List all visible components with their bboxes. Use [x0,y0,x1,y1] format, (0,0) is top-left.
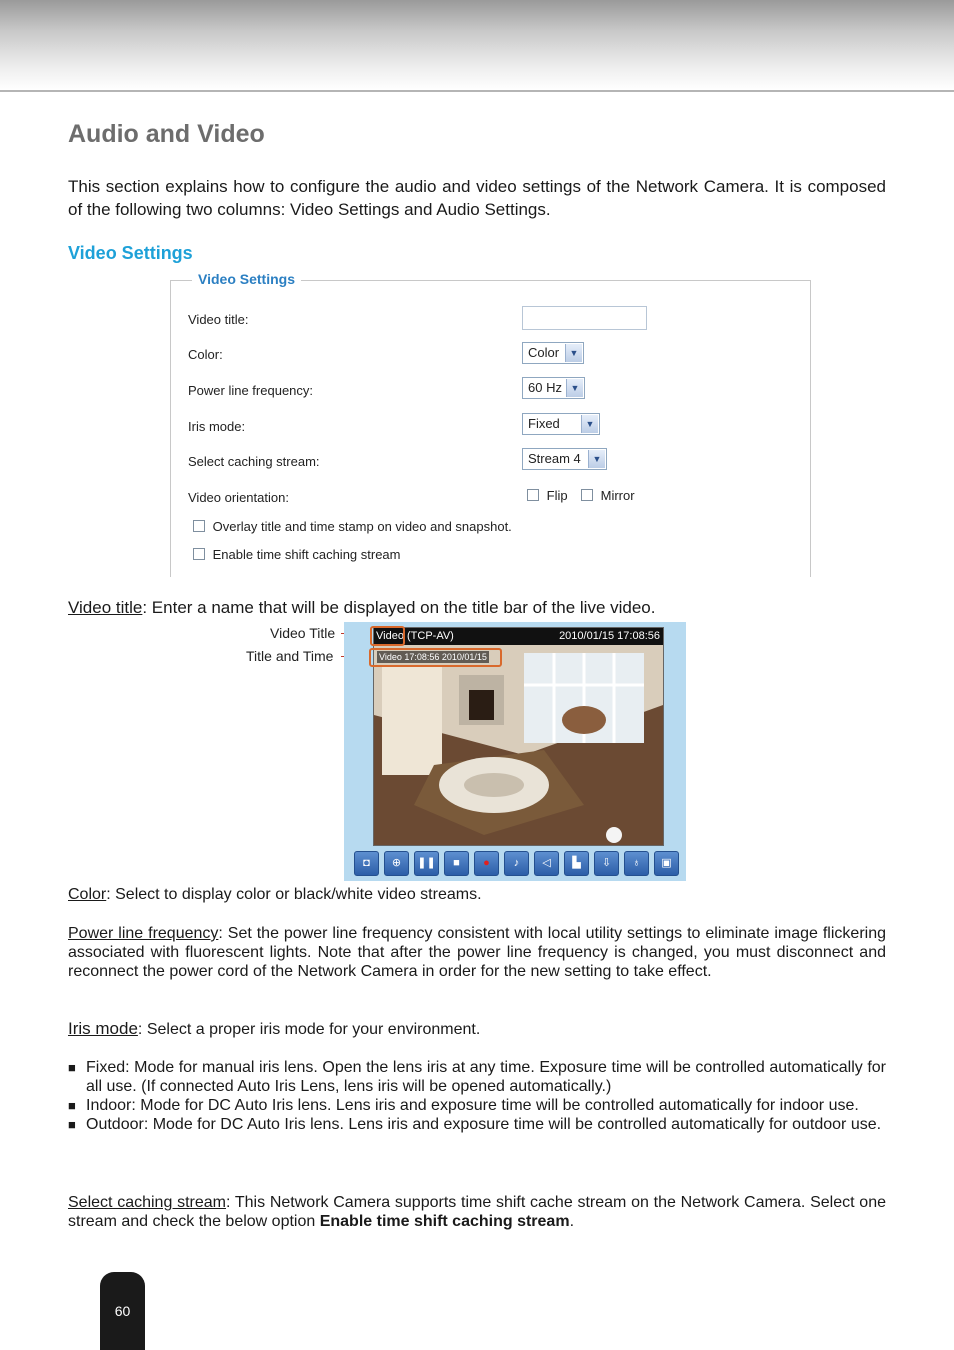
iris-mode-description [68,1018,886,1041]
caching-stream-text: : This Network Camera supports time shift cache stream on the Network Camera. Select one stream and check the below option [68,1194,886,1230]
power-frequency-description [68,924,886,981]
iris-mode-value: Fixed [528,416,560,431]
page-title: Audio and Video [68,120,265,148]
video-overlay-text: Video 17:08:56 2010/01/15 [379,652,487,662]
iris-mode-list [68,1058,886,1134]
iris-mode-text: : Select a proper iris mode for your environment. [137,1021,481,1038]
pause-icon[interactable]: ❚❚ [414,851,439,876]
fullscreen-icon[interactable]: ▣ [654,851,679,876]
overlay-checkbox[interactable] [193,520,205,532]
list-item [68,1115,886,1134]
live-video-screenshot [344,622,686,881]
flip-label: Flip [546,488,568,503]
intro-paragraph: This section explains how to configure the audio and video settings of the Network Camera. It is composed of the following two columns: Video Settings and Audio Settings. [68,177,886,219]
list-item [68,1058,886,1096]
timeshift-checkbox[interactable] [193,548,205,560]
camera-icon[interactable]: ◘ [354,851,379,876]
bullet-mark: ■ [68,1060,76,1075]
header-band [0,0,954,92]
caching-stream-term: Select caching stream [68,1194,226,1211]
caching-stream-bold: Enable time shift caching stream [319,1213,570,1230]
color-select[interactable] [522,342,584,364]
video-titlebar-time: 2010/01/15 17:08:56 [559,630,660,642]
list-item-text: Indoor: Mode for DC Auto Iris lens. Lens iris and exposure time will be controlled automatically for indoor use. [86,1097,859,1114]
page-number-tab [100,1272,145,1350]
video-title-label: Video title: [188,312,249,327]
stop-icon[interactable]: ■ [444,851,469,876]
list-item [68,1096,886,1115]
color-text: : Select to display color or black/white video streams. [106,886,482,903]
callout-title-time: Title and Time [246,648,334,664]
mirror-checkbox[interactable] [581,489,593,501]
title-time-highlight [369,648,502,667]
chevron-down-icon: ▼ [565,344,582,362]
video-title-text: : Enter a name that will be displayed on the title bar of the live video. [142,598,656,617]
chevron-down-icon: ▼ [581,415,598,433]
video-titlebar [374,628,663,645]
video-toolbar [352,851,682,879]
bullet-mark: ■ [68,1098,76,1113]
power-frequency-text: : Set the power line frequency consistent with local utility settings to eliminate image flickering associated with fluorescent lights. Note that after the power line frequency is changed, you must disconnect and reconnect the power cord of the Network Camera in order for the new setting to take effect. [68,925,886,980]
page-number: 60 [114,1303,131,1319]
timeshift-option [193,547,401,562]
iris-mode-term: Iris mode [68,1019,138,1038]
video-orientation-label: Video orientation: [188,490,289,505]
callout-video-title: Video Title [270,625,336,641]
power-frequency-value: 60 Hz [528,380,562,395]
download-icon[interactable]: ⇩ [594,851,619,876]
record-icon[interactable]: ● [474,851,499,876]
zoom-icon[interactable]: ⊕ [384,851,409,876]
speaker-icon[interactable]: ◁ [534,851,559,876]
video-titlebar-name: Video (TCP-AV) [376,630,454,642]
iris-mode-label: Iris mode: [188,419,246,434]
list-item-text: Fixed: Mode for manual iris lens. Open the lens iris at any time. Exposure time will be controlled automatically for all use. (If connected Auto Iris Lens, lens iris will be opened automatically.) [86,1059,886,1095]
caching-stream-select[interactable] [522,448,607,470]
color-description [68,885,886,904]
panel-legend: Video Settings [192,271,301,287]
chevron-down-icon: ▼ [566,379,583,397]
video-title-highlight [370,626,405,646]
video-title-input[interactable] [522,306,647,330]
color-label: Color: [188,347,223,362]
video-title-description [68,596,886,619]
video-settings-panel [170,271,811,577]
iris-mode-select[interactable] [522,413,600,435]
timeshift-label: Enable time shift caching stream [212,547,401,562]
power-frequency-term: Power line frequency [68,925,219,942]
caching-stream-description [68,1193,886,1231]
chevron-down-icon: ▼ [588,450,605,468]
caching-stream-end: . [569,1213,575,1230]
list-item-text: Outdoor: Mode for DC Auto Iris lens. Lens iris and exposure time will be controlled automatically for outdoor use. [86,1116,882,1133]
flip-checkbox[interactable] [527,489,539,501]
caching-stream-label: Select caching stream: [188,454,320,469]
color-term: Color [68,886,107,903]
volume-icon[interactable]: ♪ [504,851,529,876]
power-frequency-label: Power line frequency: [188,383,314,398]
mirror-label: Mirror [600,488,635,503]
room-scene-image [374,645,663,845]
color-select-value: Color [528,345,560,360]
caching-stream-value: Stream 4 [528,451,581,466]
microphone-icon[interactable]: ♁ [624,851,649,876]
power-frequency-select[interactable] [522,377,585,399]
bullet-mark: ■ [68,1117,76,1132]
flip-option [527,488,568,503]
section-title: Video Settings [68,243,193,263]
mirror-option [581,488,635,503]
overlay-option [193,519,512,534]
manual-trigger-icon[interactable]: ▙ [564,851,589,876]
overlay-label: Overlay title and time stamp on video and snapshot. [212,519,512,534]
video-title-term: Video title [68,598,143,617]
